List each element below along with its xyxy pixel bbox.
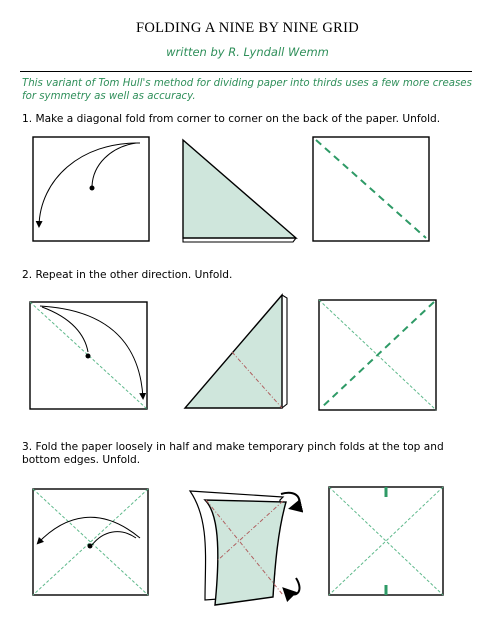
step-2-diagram-c [319, 300, 436, 410]
step-1-text: 1. Make a diagonal fold from corner to corner on the back of the paper. Unfold. [22, 113, 441, 125]
step-3-diagram-a [33, 489, 148, 595]
author-byline: written by R. Lyndall Wemm [166, 45, 329, 59]
step-2-text: 2. Repeat in the other direction. Unfold. [22, 269, 233, 281]
step-2-diagram-b [185, 295, 287, 408]
fold-point [88, 544, 93, 549]
fold-point [90, 186, 95, 191]
page-title: FOLDING A NINE BY NINE GRID [135, 20, 360, 36]
step-3-diagram-c [329, 487, 443, 595]
intro-text: This variant of Tom Hull's method for dividing paper into thirds uses a few more creases for symmetry as well as accuracy. [22, 78, 472, 102]
pinch-arrow-bottom [285, 578, 300, 594]
step-2-diagram-a [30, 302, 147, 409]
step-3-diagram-b [190, 491, 300, 605]
step-1-diagram-b [183, 140, 296, 242]
step-1-diagram-a [33, 137, 149, 241]
step-3-text: 3. Fold the paper loosely in half and make temporary pinch folds at the top and bottom edges. Unfold. [22, 441, 444, 466]
step-1-diagram-c [313, 137, 429, 241]
fold-point [86, 354, 91, 359]
